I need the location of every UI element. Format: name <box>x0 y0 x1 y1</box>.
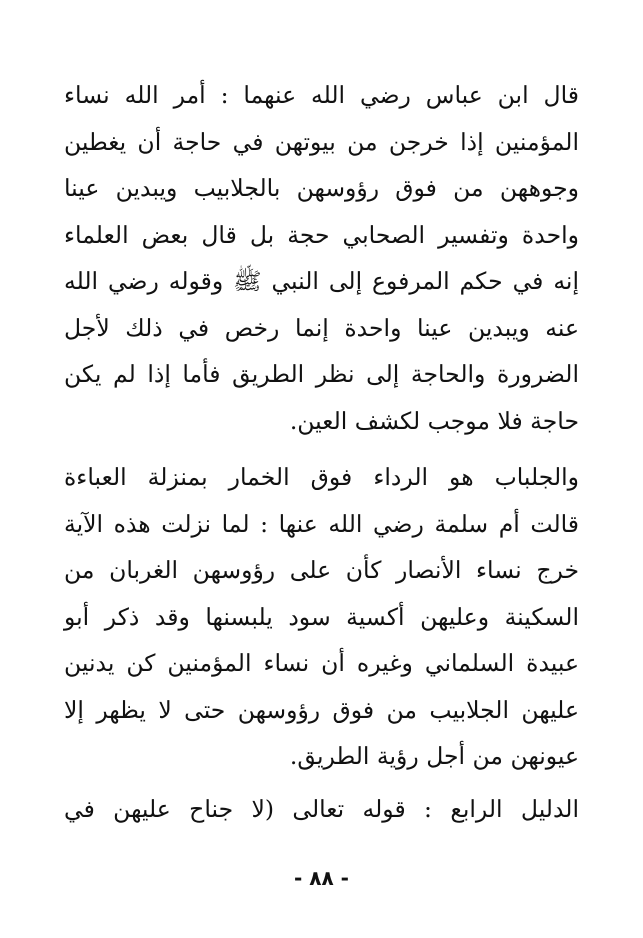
text-line: عليهن الجلابيب من فوق رؤوسهن حتى لا يظهر إلا <box>64 695 579 724</box>
text-line: الضرورة والحاجة إلى نظر الطريق فأما إذا لم يكن <box>64 360 579 388</box>
text-line: المؤمنين إذا خرجن من بيوتهن في حاجة أن يغطين <box>64 127 579 156</box>
text-line: حاجة فلا موجب لكشف العين. <box>289 406 579 435</box>
text-line: قالت أم سلمة رضي الله عنها : لما نزلت هذه الآية <box>64 509 579 538</box>
text-line: عبيدة السلماني وغيره أن نساء المؤمنين كن يدنين <box>64 649 579 677</box>
text-line: عنه ويبدين عينا واحدة إنما رخص في ذلك لأجل <box>64 313 579 342</box>
text-line: والجلباب هو الرداء فوق الخمار بمنزلة العباءة <box>64 463 579 491</box>
text-line: قال ابن عباس رضي الله عنهما : أمر الله نساء <box>64 81 579 109</box>
paragraph-spacer <box>64 444 579 454</box>
page-number: - ٨٨ - <box>294 866 349 890</box>
text-line: خرج نساء الأنصار كأن على رؤوسهن الغربان من <box>64 556 579 584</box>
text-line: عيونهن من أجل رؤية الطريق. <box>289 742 579 770</box>
text-line: إنه في حكم المرفوع إلى النبي ﷺ وقوله رضي الله <box>64 267 579 295</box>
text-line: وجوههن من فوق رؤوسهن بالجلابيب ويبدين عينا <box>64 174 579 202</box>
paragraph-jilbab <box>64 454 579 780</box>
text-line: الدليل الرابع : قوله تعالى (لا جناح عليهن في <box>64 794 579 823</box>
page-body <box>64 72 579 832</box>
text-line: واحدة وتفسير الصحابي حجة بل قال بعض العلماء <box>64 220 579 249</box>
paragraph-ibn-abbas <box>64 72 579 444</box>
paragraph-fourth-evidence <box>64 786 579 833</box>
text-line: السكينة وعليهن أكسية سود يلبسنها وقد ذكر أبو <box>64 602 579 631</box>
